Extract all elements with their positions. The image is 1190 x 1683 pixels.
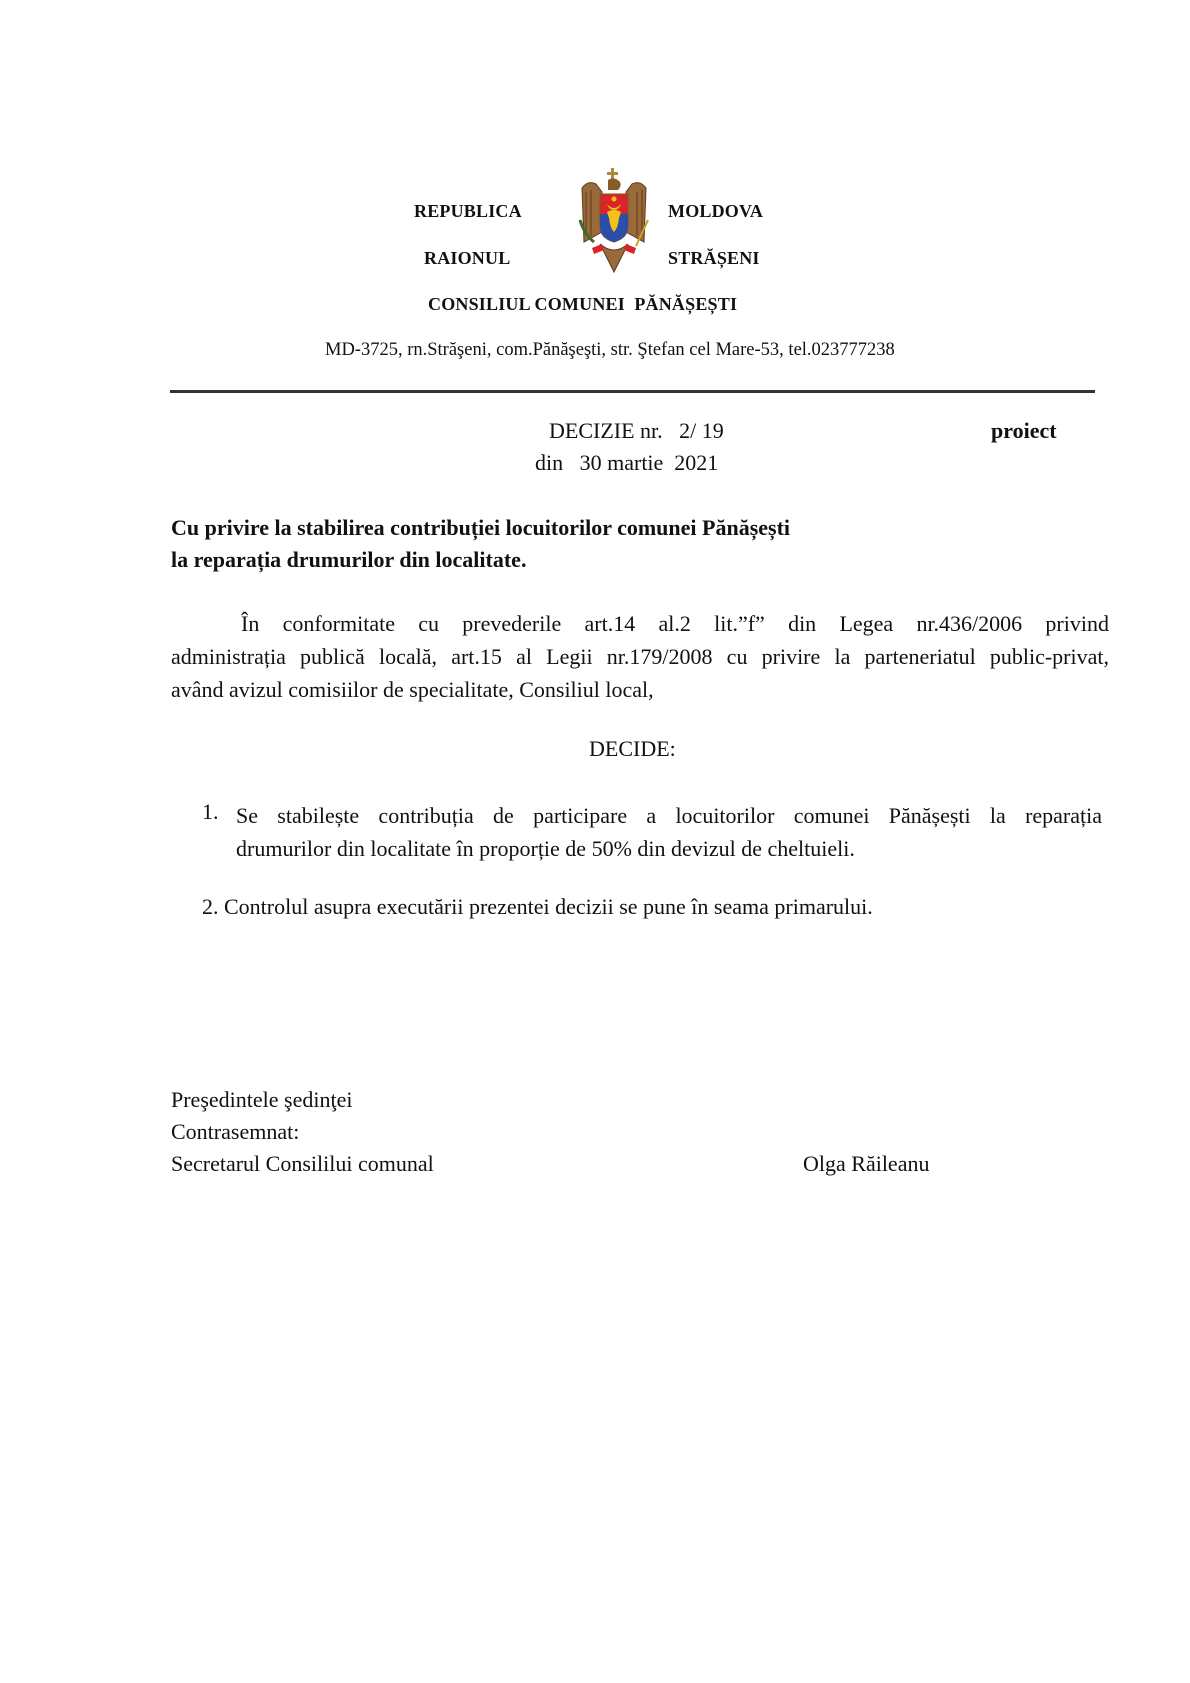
header-raionul: RAIONUL — [424, 248, 511, 268]
council-address: MD-3725, rn.Străşeni, com.Pănăşeşti, str. Ştefan cel Mare-53, tel.023777238 — [325, 340, 895, 360]
decision-subject-line-1: Cu privire la stabilirea contribuției locuitorilor comunei Pănășești — [171, 515, 791, 540]
preamble-line-1: În conformitate cu prevederile art.14 al.2 lit.”f” din Legea nr.436/2006 privind — [241, 611, 1109, 636]
item-1-number: 1. — [202, 799, 219, 824]
item-2-text: 2. Controlul asupra executării prezentei decizii se pune în seama primarului. — [202, 894, 873, 919]
item-1-text — [236, 799, 1102, 865]
council-name: CONSILIUL COMUNEI PĂNĂȘEȘTI — [428, 294, 738, 314]
preamble-line-2: administrația publică locală, art.15 al Legii nr.179/2008 cu privire la parteneriatul public-privat, — [171, 644, 1109, 669]
header-straseni: STRĂȘENI — [668, 248, 760, 268]
preamble-paragraph — [171, 607, 1109, 706]
header-republica: REPUBLICA — [414, 201, 522, 221]
secretary-title: Secretarul Consililui comunal — [171, 1151, 434, 1176]
item-1-line-2: drumurilor din localitate în proporție de 50% din devizul de cheltuieli. — [236, 836, 855, 861]
president-label: Preşedintele şedinţei — [171, 1087, 353, 1112]
countersigned-label: Contrasemnat: — [171, 1119, 300, 1144]
decision-number: DECIZIE nr. 2/ 19 — [549, 418, 724, 443]
moldova-coat-of-arms-icon — [578, 166, 650, 274]
secretary-name: Olga Răileanu — [803, 1151, 930, 1176]
header-moldova: MOLDOVA — [668, 201, 764, 221]
draft-status-label: proiect — [991, 418, 1057, 443]
preamble-line-3: având avizul comisiilor de specialitate, Consiliul local, — [171, 677, 654, 702]
decide-heading: DECIDE: — [589, 736, 676, 761]
decision-date: din 30 martie 2021 — [535, 450, 719, 475]
item-1-line-1: Se stabilește contribuția de participare a locuitorilor comunei Pănășești la reparația — [236, 803, 1102, 828]
header-divider — [170, 390, 1095, 393]
decision-subject-line-2: la reparația drumurilor din localitate. — [171, 547, 527, 572]
